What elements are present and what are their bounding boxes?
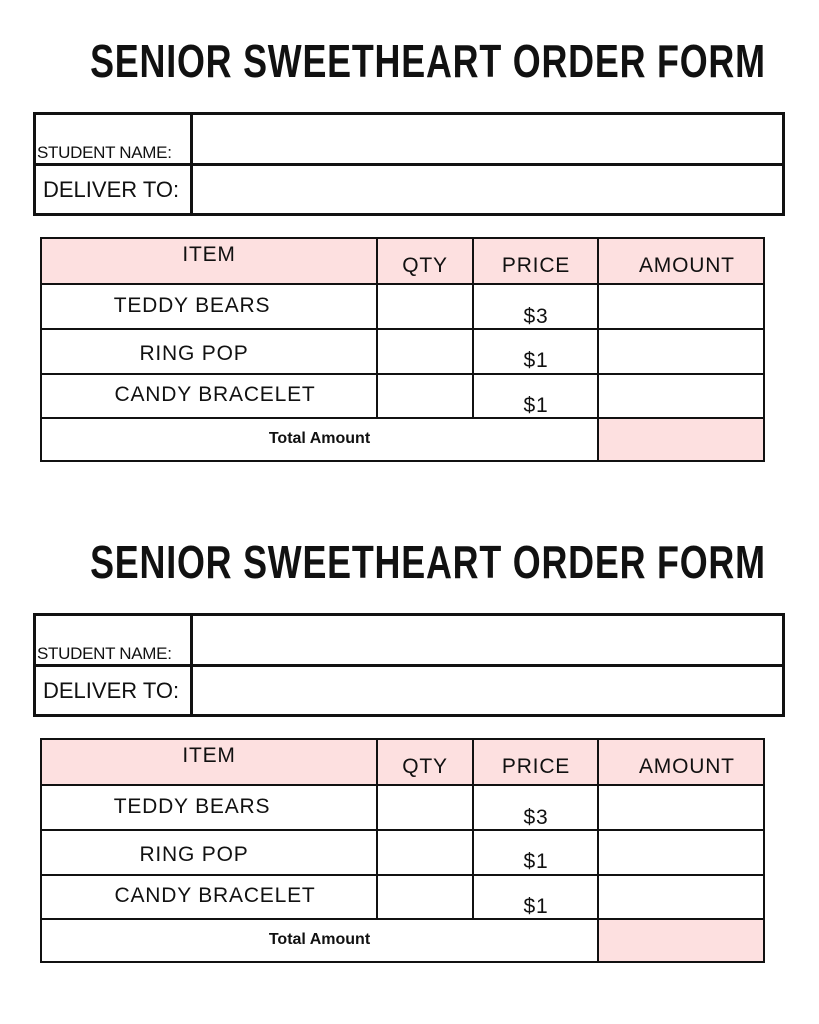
divider	[376, 239, 378, 418]
form-title: SENIOR SWEETHEART ORDER FORM	[90, 35, 766, 87]
deliver-to-label: DELIVER TO:	[43, 177, 180, 202]
item-name: RING POP	[139, 342, 249, 365]
header-qty: QTY	[402, 755, 448, 778]
qty-field[interactable]	[378, 374, 472, 418]
qty-field[interactable]	[378, 875, 472, 919]
item-price: $1	[523, 349, 549, 372]
divider	[190, 616, 193, 714]
deliver-to-field[interactable]	[196, 167, 782, 213]
divider	[597, 740, 599, 961]
header-item: ITEM	[182, 744, 236, 767]
item-price: $1	[523, 394, 549, 417]
total-amount-cell[interactable]	[597, 418, 763, 460]
student-name-label: STUDENT NAME:	[37, 644, 172, 663]
items-table	[40, 738, 765, 963]
item-price: $3	[523, 305, 549, 328]
student-name-label: STUDENT NAME:	[37, 143, 172, 162]
divider	[42, 784, 763, 786]
divider	[42, 328, 763, 330]
item-price: $1	[523, 895, 549, 918]
header-price: PRICE	[501, 254, 571, 277]
header-qty: QTY	[402, 254, 448, 277]
header-amount: AMOUNT	[639, 755, 735, 778]
divider	[42, 417, 763, 419]
divider	[42, 373, 763, 375]
amount-field[interactable]	[599, 329, 763, 373]
qty-field[interactable]	[378, 284, 472, 328]
customer-info-box	[33, 112, 785, 216]
order-form	[0, 0, 819, 480]
qty-field[interactable]	[378, 329, 472, 373]
header-item: ITEM	[182, 243, 236, 266]
item-name: RING POP	[139, 843, 249, 866]
student-name-field[interactable]	[196, 115, 782, 161]
deliver-to-label: DELIVER TO:	[43, 678, 180, 703]
divider	[472, 239, 474, 418]
divider	[472, 740, 474, 919]
divider	[42, 829, 763, 831]
header-amount: AMOUNT	[639, 254, 735, 277]
item-name: CANDY BRACELET	[114, 383, 316, 406]
amount-field[interactable]	[599, 830, 763, 874]
divider	[36, 163, 782, 166]
divider	[597, 239, 599, 460]
form-title: SENIOR SWEETHEART ORDER FORM	[90, 536, 766, 588]
customer-info-box	[33, 613, 785, 717]
divider	[190, 115, 193, 213]
amount-field[interactable]	[599, 284, 763, 328]
deliver-to-field[interactable]	[196, 668, 782, 714]
qty-field[interactable]	[378, 785, 472, 829]
item-name: TEDDY BEARS	[113, 294, 271, 317]
student-name-field[interactable]	[196, 616, 782, 662]
item-name: TEDDY BEARS	[113, 795, 271, 818]
total-amount-label: Total Amount	[268, 931, 371, 948]
amount-field[interactable]	[599, 875, 763, 919]
qty-field[interactable]	[378, 830, 472, 874]
amount-field[interactable]	[599, 785, 763, 829]
divider	[42, 283, 763, 285]
item-name: CANDY BRACELET	[114, 884, 316, 907]
order-form	[0, 501, 819, 981]
divider	[36, 664, 782, 667]
total-amount-label: Total Amount	[268, 430, 371, 447]
divider	[42, 918, 763, 920]
divider	[42, 874, 763, 876]
items-table	[40, 237, 765, 462]
header-price: PRICE	[501, 755, 571, 778]
amount-field[interactable]	[599, 374, 763, 418]
item-price: $1	[523, 850, 549, 873]
total-amount-cell[interactable]	[597, 919, 763, 961]
divider	[376, 740, 378, 919]
item-price: $3	[523, 806, 549, 829]
